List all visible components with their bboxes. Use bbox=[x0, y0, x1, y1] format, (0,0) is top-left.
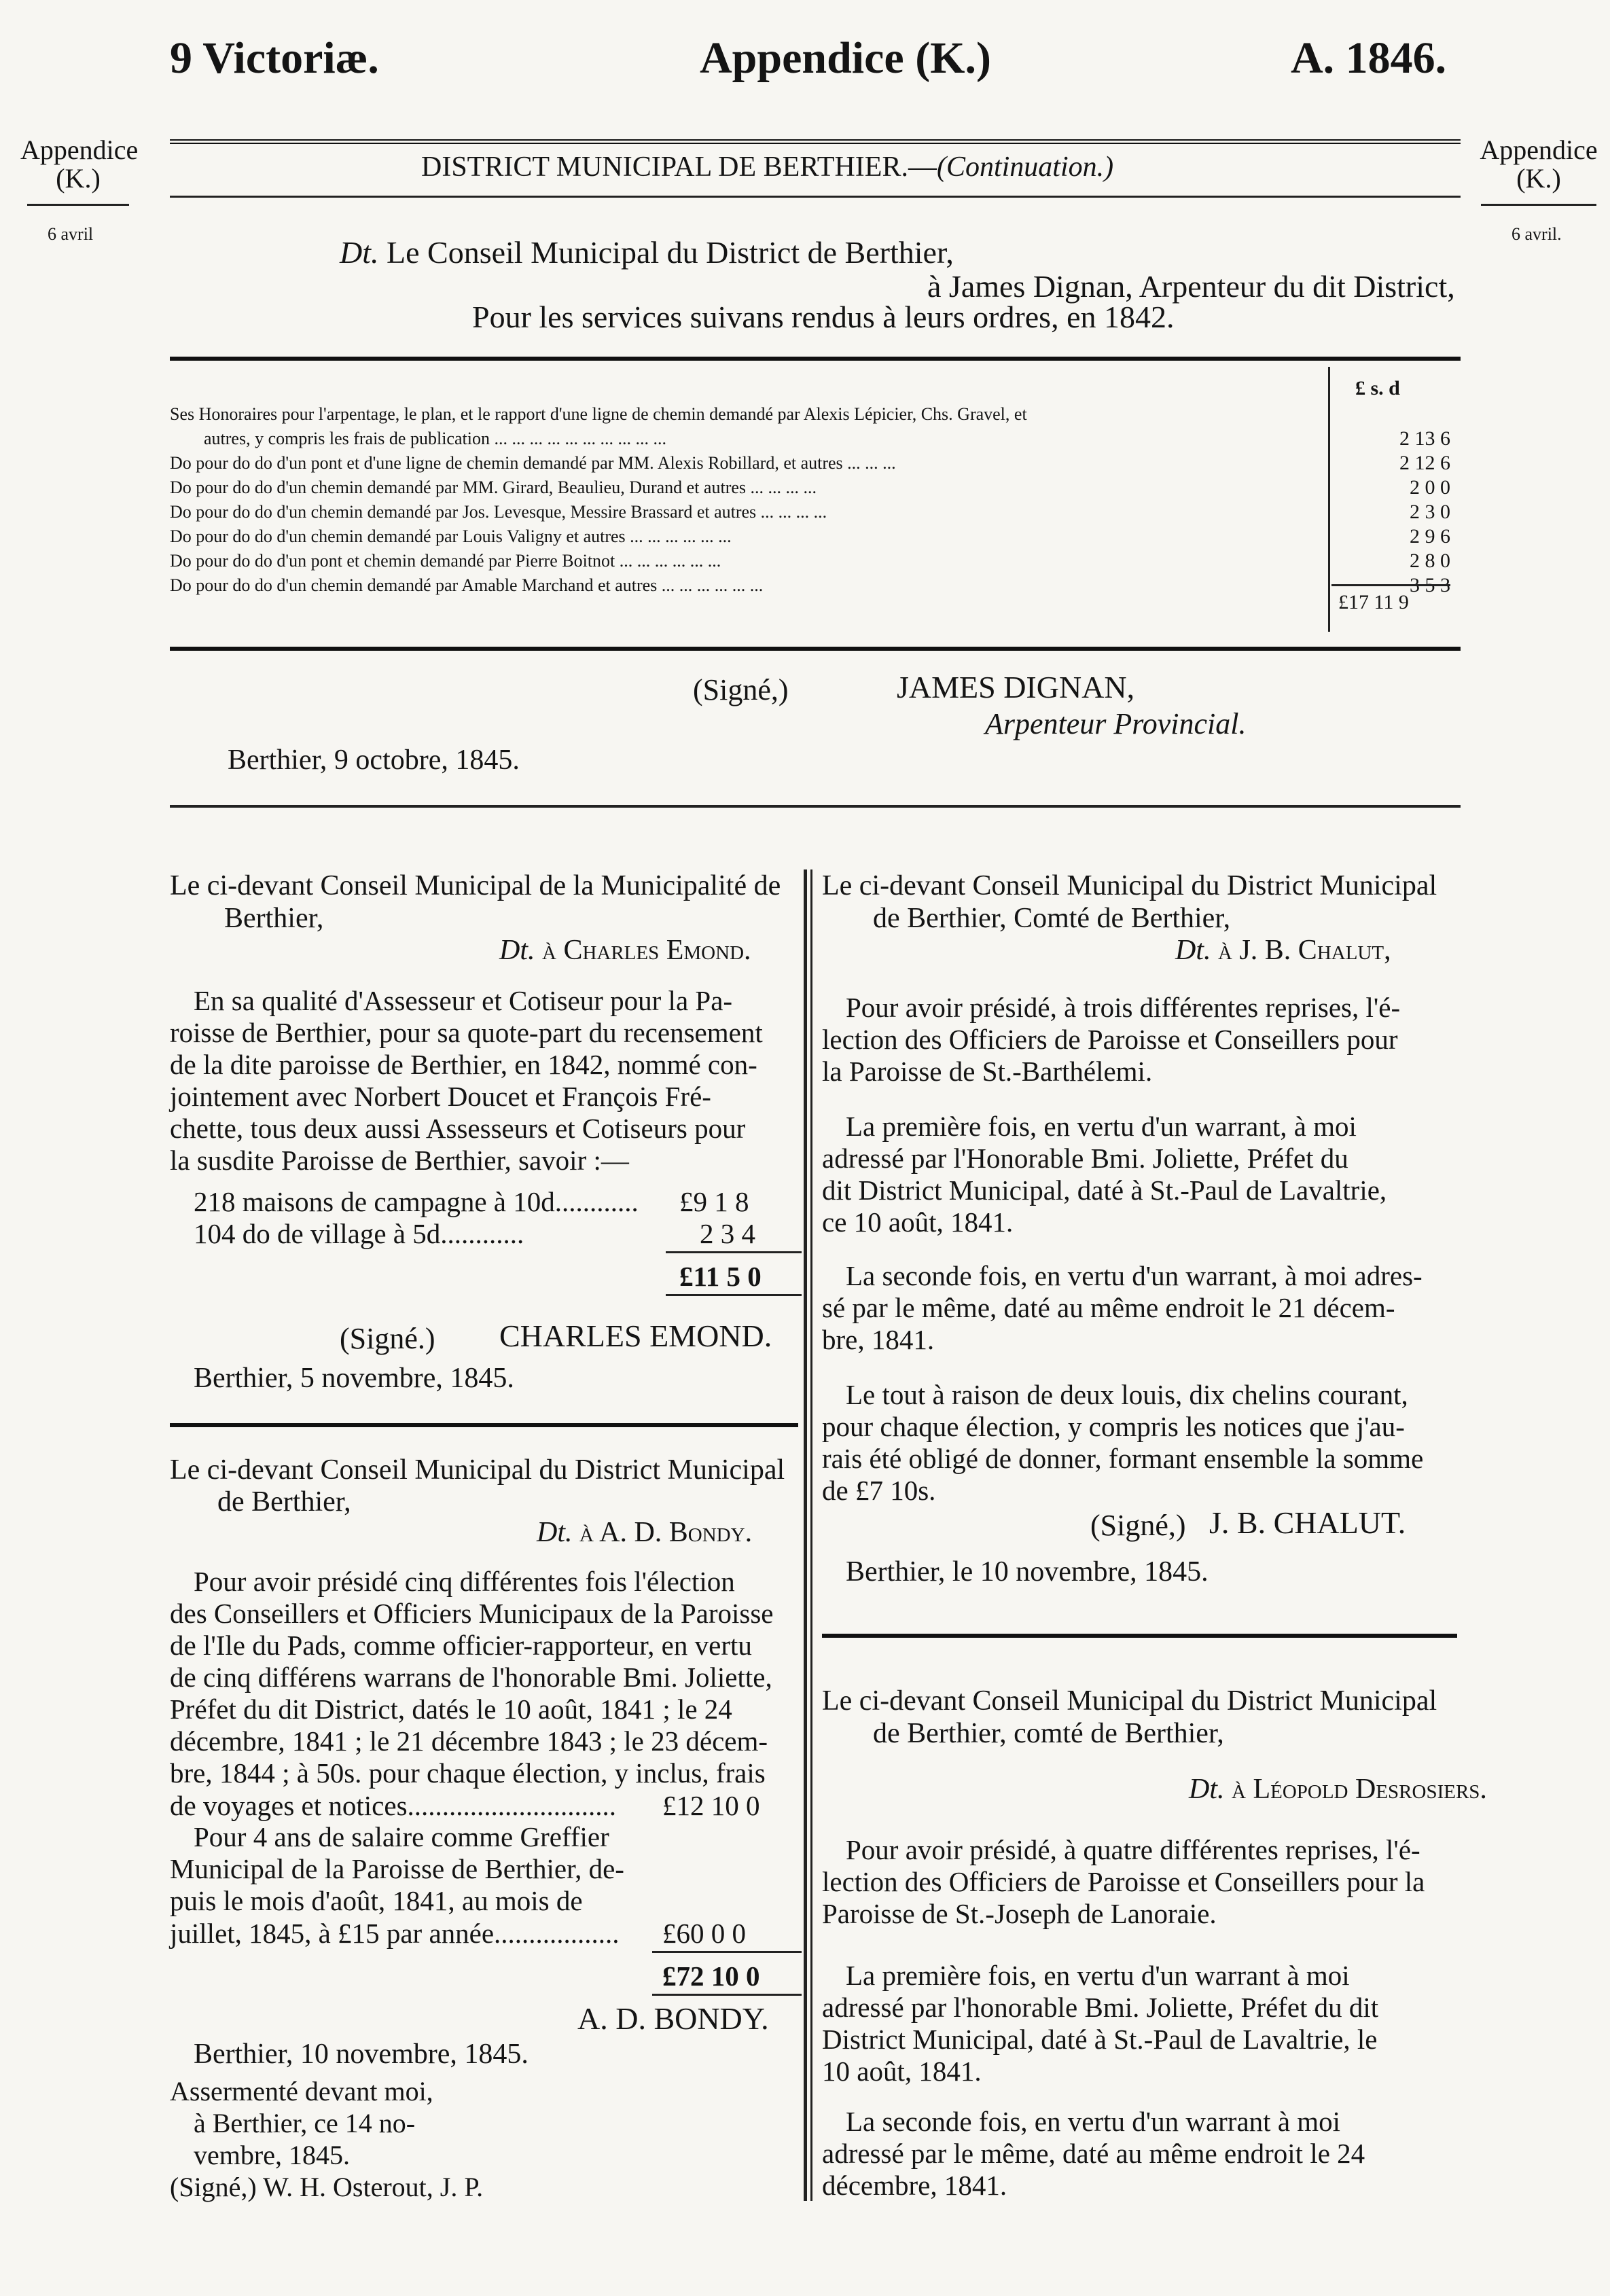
emond-dt: Dt. bbox=[499, 935, 535, 966]
margin-left-date: 6 avril bbox=[48, 224, 94, 244]
chalut-paragraph-1 bbox=[822, 992, 1457, 1088]
emond-line1: Le ci-devant Conseil Municipal de la Municipalité de bbox=[170, 870, 781, 901]
chalut-rule-bottom bbox=[822, 1634, 1457, 1638]
dignan-row: Do pour do do d'un chemin demandé par Amable Marchand et autres ... ... ... ... ... ... bbox=[170, 575, 764, 595]
bondy-sworn-sig: (Signé,) W. H. Osterout, J. P. bbox=[170, 2172, 484, 2202]
chalut-line2: de Berthier, Comté de Berthier, bbox=[873, 903, 1231, 934]
paragraph-line: Pour avoir présidé cinq différentes fois l'élection bbox=[194, 1566, 735, 1597]
paragraph-line: rais été obligé de donner, formant ensemble la somme bbox=[822, 1443, 1424, 1474]
emond-place-date: Berthier, 5 novembre, 1845. bbox=[194, 1363, 514, 1394]
dignan-row-amount: 3 5 3 bbox=[1410, 574, 1450, 596]
paragraph-line: Pour avoir présidé, à quatre différentes reprises, l'é- bbox=[846, 1834, 1420, 1865]
bondy-paragraph bbox=[170, 1566, 798, 1789]
dignan-line1 bbox=[340, 234, 954, 270]
margin-right-label-1: Appendice bbox=[1480, 134, 1598, 165]
dignan-row: autres, y compris les frais de publication ... ... ... ... ... ... ... ... ... ... bbox=[204, 429, 666, 448]
dignan-table-rule-bottom bbox=[170, 647, 1461, 651]
chalut-line1: Le ci-devant Conseil Municipal du District Municipal bbox=[822, 870, 1437, 901]
chalut-to-text: à J. B. Chalut, bbox=[1218, 935, 1391, 966]
paragraph-line: des Conseillers et Officiers Municipaux de la Paroisse bbox=[170, 1598, 774, 1629]
column-divider-inner bbox=[810, 869, 812, 2201]
paragraph-line: de £7 10s. bbox=[822, 1475, 936, 1506]
emond-item-2-amount: 2 3 4 bbox=[700, 1218, 755, 1249]
header-right: A. 1846. bbox=[1291, 33, 1447, 83]
emond-item-1 bbox=[194, 1185, 639, 1218]
bondy-item-2 bbox=[170, 1917, 620, 1950]
emond-total-rule-bottom bbox=[666, 1294, 802, 1296]
desrosiers-to bbox=[1189, 1773, 1487, 1806]
emond-line2: Berthier, bbox=[224, 903, 324, 934]
dignan-row: Do pour do do d'un pont et chemin demandé par Pierre Boitnot ... ... ... ... ... ... bbox=[170, 551, 721, 571]
dignan-dt: Dt. bbox=[340, 235, 379, 270]
header-left: 9 Victoriæ. bbox=[170, 33, 379, 83]
dignan-row: Do pour do do d'un chemin demandé par Jos. Levesque, Messire Brassard et autres ... ... ... ... bbox=[170, 502, 827, 522]
desrosiers-to-text: à Léopold Desrosiers. bbox=[1232, 1774, 1487, 1805]
dignan-table-divider bbox=[1328, 367, 1330, 632]
paragraph-line: lection des Officiers de Paroisse et Conseillers pour la bbox=[822, 1866, 1425, 1897]
bondy-total-rule-bottom bbox=[652, 1994, 802, 1996]
dignan-row: Do pour do do d'un pont et d'une ligne de chemin demandé par MM. Alexis Robillard, et autres ... ... ... bbox=[170, 453, 896, 473]
bondy-place-date: Berthier, 10 novembre, 1845. bbox=[194, 2039, 529, 2070]
paragraph-line: roisse de Berthier, pour sa quote-part du recensement bbox=[170, 1017, 763, 1048]
paragraph-line: adressé par l'honorable Bmi. Joliette, Préfet du dit bbox=[822, 1992, 1379, 2023]
dignan-currency-header: £ s. d bbox=[1355, 377, 1400, 399]
paragraph-line: jointement avec Norbert Doucet et François Fré- bbox=[170, 1081, 711, 1112]
paragraph-line: bre, 1841. bbox=[822, 1324, 935, 1355]
bondy-paragraph-2 bbox=[170, 1821, 798, 1917]
desrosiers-dt: Dt. bbox=[1189, 1774, 1225, 1805]
paragraph-line: Préfet du dit District, datés le 10 août, 1841 ; le 24 bbox=[170, 1693, 732, 1725]
paragraph-line: La seconde fois, en vertu d'un warrant, à moi adres- bbox=[846, 1260, 1423, 1291]
paragraph-line: lection des Officiers de Paroisse et Conseillers pour bbox=[822, 1024, 1398, 1055]
dignan-total: £17 11 9 bbox=[1338, 591, 1409, 613]
bondy-item-1 bbox=[170, 1789, 616, 1822]
dignan-row-amount: 2 3 0 bbox=[1410, 501, 1450, 523]
paragraph-line: La première fois, en vertu d'un warrant, à moi bbox=[846, 1111, 1357, 1142]
margin-right-label-2: (K.) bbox=[1516, 163, 1561, 194]
district-title bbox=[421, 151, 1113, 183]
bondy-item-1-text: de voyages et notices.............................. bbox=[170, 1790, 617, 1821]
paragraph-line: de l'Ile du Pads, comme officier-rapporteur, en vertu bbox=[170, 1630, 752, 1661]
margin-left-rule bbox=[27, 204, 129, 206]
paragraph-line: bre, 1844 ; à 50s. pour chaque élection, y inclus, frais bbox=[170, 1757, 766, 1789]
chalut-place-date: Berthier, le 10 novembre, 1845. bbox=[846, 1556, 1209, 1588]
bondy-sworn-3: vembre, 1845. bbox=[194, 2140, 350, 2170]
dignan-row: Ses Honoraires pour l'arpentage, le plan, et le rapport d'une ligne de chemin demandé par Alexis Lépicier, Chs. Gravel, et bbox=[170, 404, 1027, 424]
paragraph-line: Pour 4 ans de salaire comme Greffier bbox=[194, 1821, 609, 1852]
dignan-table-rule-top bbox=[170, 357, 1461, 361]
bondy-total-rule-top bbox=[652, 1951, 802, 1953]
section-rule bbox=[170, 805, 1461, 808]
chalut-dt: Dt. bbox=[1175, 935, 1211, 966]
bondy-total: £72 10 0 bbox=[662, 1960, 760, 1992]
emond-item-2 bbox=[194, 1217, 524, 1250]
paragraph-line: de la dite paroisse de Berthier, en 1842, nommé con- bbox=[170, 1049, 757, 1080]
dignan-signer-title: Arpenteur Provincial. bbox=[985, 707, 1247, 740]
dignan-line3: Pour les services suivans rendus à leurs ordres, en 1842. bbox=[472, 300, 1175, 334]
paragraph-line: la Paroisse de St.-Barthélemi. bbox=[822, 1056, 1153, 1087]
district-title-main: DISTRICT MUNICIPAL DE BERTHIER.— bbox=[421, 151, 937, 183]
paragraph-line: sé par le même, daté au même endroit le 21 décem- bbox=[822, 1292, 1395, 1323]
paragraph-line: Paroisse de St.-Joseph de Lanoraie. bbox=[822, 1898, 1217, 1929]
margin-right-label bbox=[1474, 136, 1603, 193]
paragraph-line: décembre, 1841. bbox=[822, 2170, 1007, 2201]
emond-item-2-text: 104 do de village à 5d............ bbox=[194, 1218, 524, 1249]
dignan-signe: (Signé,) bbox=[693, 673, 789, 706]
paragraph-line: puis le mois d'août, 1841, au mois de bbox=[170, 1885, 583, 1916]
margin-right-date: 6 avril. bbox=[1511, 224, 1562, 244]
paragraph-line: District Municipal, daté à St.-Paul de Lavaltrie, le bbox=[822, 2024, 1378, 2055]
paragraph-line: Le tout à raison de deux louis, dix chelins courant, bbox=[846, 1379, 1408, 1410]
emond-item-1-text: 218 maisons de campagne à 10d............ bbox=[194, 1186, 639, 1217]
bondy-item-2-text: juillet, 1845, à £15 par année.................. bbox=[170, 1918, 620, 1949]
dignan-total-rule bbox=[1331, 584, 1450, 586]
title-rule-bottom bbox=[170, 196, 1461, 198]
bondy-dt: Dt. bbox=[537, 1517, 573, 1548]
desrosiers-line1: Le ci-devant Conseil Municipal du District Municipal bbox=[822, 1685, 1437, 1717]
bondy-item-1-amount: £12 10 0 bbox=[662, 1790, 760, 1821]
chalut-signer: J. B. CHALUT. bbox=[1209, 1505, 1406, 1540]
emond-item-1-amount: £9 1 8 bbox=[679, 1186, 749, 1217]
dignan-row-amount: 2 9 6 bbox=[1410, 525, 1450, 548]
bondy-line2: de Berthier, bbox=[217, 1486, 351, 1518]
paragraph-line: En sa qualité d'Assesseur et Cotiseur pour la Pa- bbox=[194, 985, 733, 1016]
bondy-sworn-1: Assermenté devant moi, bbox=[170, 2076, 433, 2106]
paragraph-line: Municipal de la Paroisse de Berthier, de- bbox=[170, 1853, 624, 1884]
column-divider bbox=[804, 869, 807, 2201]
emond-rule-bottom bbox=[170, 1423, 798, 1427]
bondy-to-text: à A. D. Bondy. bbox=[579, 1517, 753, 1548]
dignan-row-amount: 2 8 0 bbox=[1410, 550, 1450, 572]
paragraph-line: adressé par le même, daté au même endroit le 24 bbox=[822, 2138, 1365, 2169]
chalut-paragraph-3 bbox=[822, 1260, 1457, 1356]
paragraph-line: pour chaque élection, y compris les notices que j'au- bbox=[822, 1411, 1405, 1442]
margin-left-label bbox=[20, 134, 139, 194]
emond-total: £11 5 0 bbox=[679, 1261, 762, 1292]
emond-paragraph bbox=[170, 985, 798, 1177]
dignan-row: Do pour do do d'un chemin demandé par MM. Girard, Beaulieu, Durand et autres ... ... ... ... bbox=[170, 478, 817, 497]
bondy-signer: A. D. BONDY. bbox=[577, 2001, 769, 2036]
dignan-signer: JAMES DIGNAN, bbox=[897, 670, 1135, 704]
paragraph-line: la susdite Paroisse de Berthier, savoir :— bbox=[170, 1145, 629, 1176]
chalut-paragraph-2 bbox=[822, 1111, 1457, 1238]
dignan-line1-text: Le Conseil Municipal du District de Berthier, bbox=[387, 235, 954, 270]
desrosiers-line2: de Berthier, comté de Berthier, bbox=[873, 1718, 1224, 1749]
emond-signer: CHARLES EMOND. bbox=[499, 1319, 772, 1353]
emond-signe: (Signé.) bbox=[340, 1322, 435, 1355]
dignan-line2: à James Dignan, Arpenteur du dit District, bbox=[927, 269, 1455, 304]
paragraph-line: La seconde fois, en vertu d'un warrant à moi bbox=[846, 2106, 1341, 2137]
dignan-row-amount: 2 12 6 bbox=[1399, 452, 1450, 474]
paragraph-line: ce 10 août, 1841. bbox=[822, 1206, 1014, 1238]
emond-total-rule-top bbox=[666, 1251, 802, 1253]
dignan-row: Do pour do do d'un chemin demandé par Louis Valigny et autres ... ... ... ... ... ... bbox=[170, 526, 732, 546]
paragraph-line: décembre, 1841 ; le 21 décembre 1843 ; le 23 décem- bbox=[170, 1725, 768, 1757]
dignan-place-date: Berthier, 9 octobre, 1845. bbox=[228, 745, 520, 776]
bondy-item-2-amount: £60 0 0 bbox=[662, 1918, 746, 1949]
paragraph-line: chette, tous deux aussi Assesseurs et Cotiseurs pour bbox=[170, 1113, 746, 1144]
desrosiers-paragraph-2 bbox=[822, 1960, 1457, 2087]
district-title-cont: (Continuation.) bbox=[936, 151, 1114, 183]
desrosiers-paragraph-1 bbox=[822, 1834, 1457, 1930]
margin-left-label-1: Appendice bbox=[20, 134, 139, 165]
chalut-signe: (Signé,) bbox=[1090, 1509, 1186, 1542]
paragraph-line: 10 août, 1841. bbox=[822, 2056, 982, 2087]
emond-to-text: à Charles Emond. bbox=[542, 935, 751, 966]
paragraph-line: adressé par l'Honorable Bmi. Joliette, Préfet du bbox=[822, 1143, 1348, 1174]
paragraph-line: Pour avoir présidé, à trois différentes reprises, l'é- bbox=[846, 992, 1401, 1023]
margin-right-rule bbox=[1481, 204, 1596, 206]
dignan-row-amount: 2 13 6 bbox=[1399, 427, 1450, 450]
paragraph-line: de cinq différens warrans de l'honorable Bmi. Joliette, bbox=[170, 1662, 772, 1693]
paragraph-line: La première fois, en vertu d'un warrant à moi bbox=[846, 1960, 1350, 1991]
emond-to bbox=[499, 934, 751, 967]
chalut-to bbox=[1175, 934, 1391, 967]
dignan-row-amount: 2 0 0 bbox=[1410, 476, 1450, 499]
chalut-paragraph-4 bbox=[822, 1379, 1457, 1507]
margin-left-label-2: (K.) bbox=[56, 163, 101, 194]
bondy-to bbox=[537, 1516, 752, 1549]
header-center: Appendice (K.) bbox=[700, 33, 991, 83]
desrosiers-paragraph-3 bbox=[822, 2106, 1457, 2202]
bondy-line1: Le ci-devant Conseil Municipal du District Municipal bbox=[170, 1454, 785, 1486]
title-rule-top bbox=[170, 139, 1461, 144]
bondy-sworn-2: à Berthier, ce 14 no- bbox=[194, 2108, 416, 2138]
paragraph-line: dit District Municipal, daté à St.-Paul de Lavaltrie, bbox=[822, 1174, 1387, 1206]
